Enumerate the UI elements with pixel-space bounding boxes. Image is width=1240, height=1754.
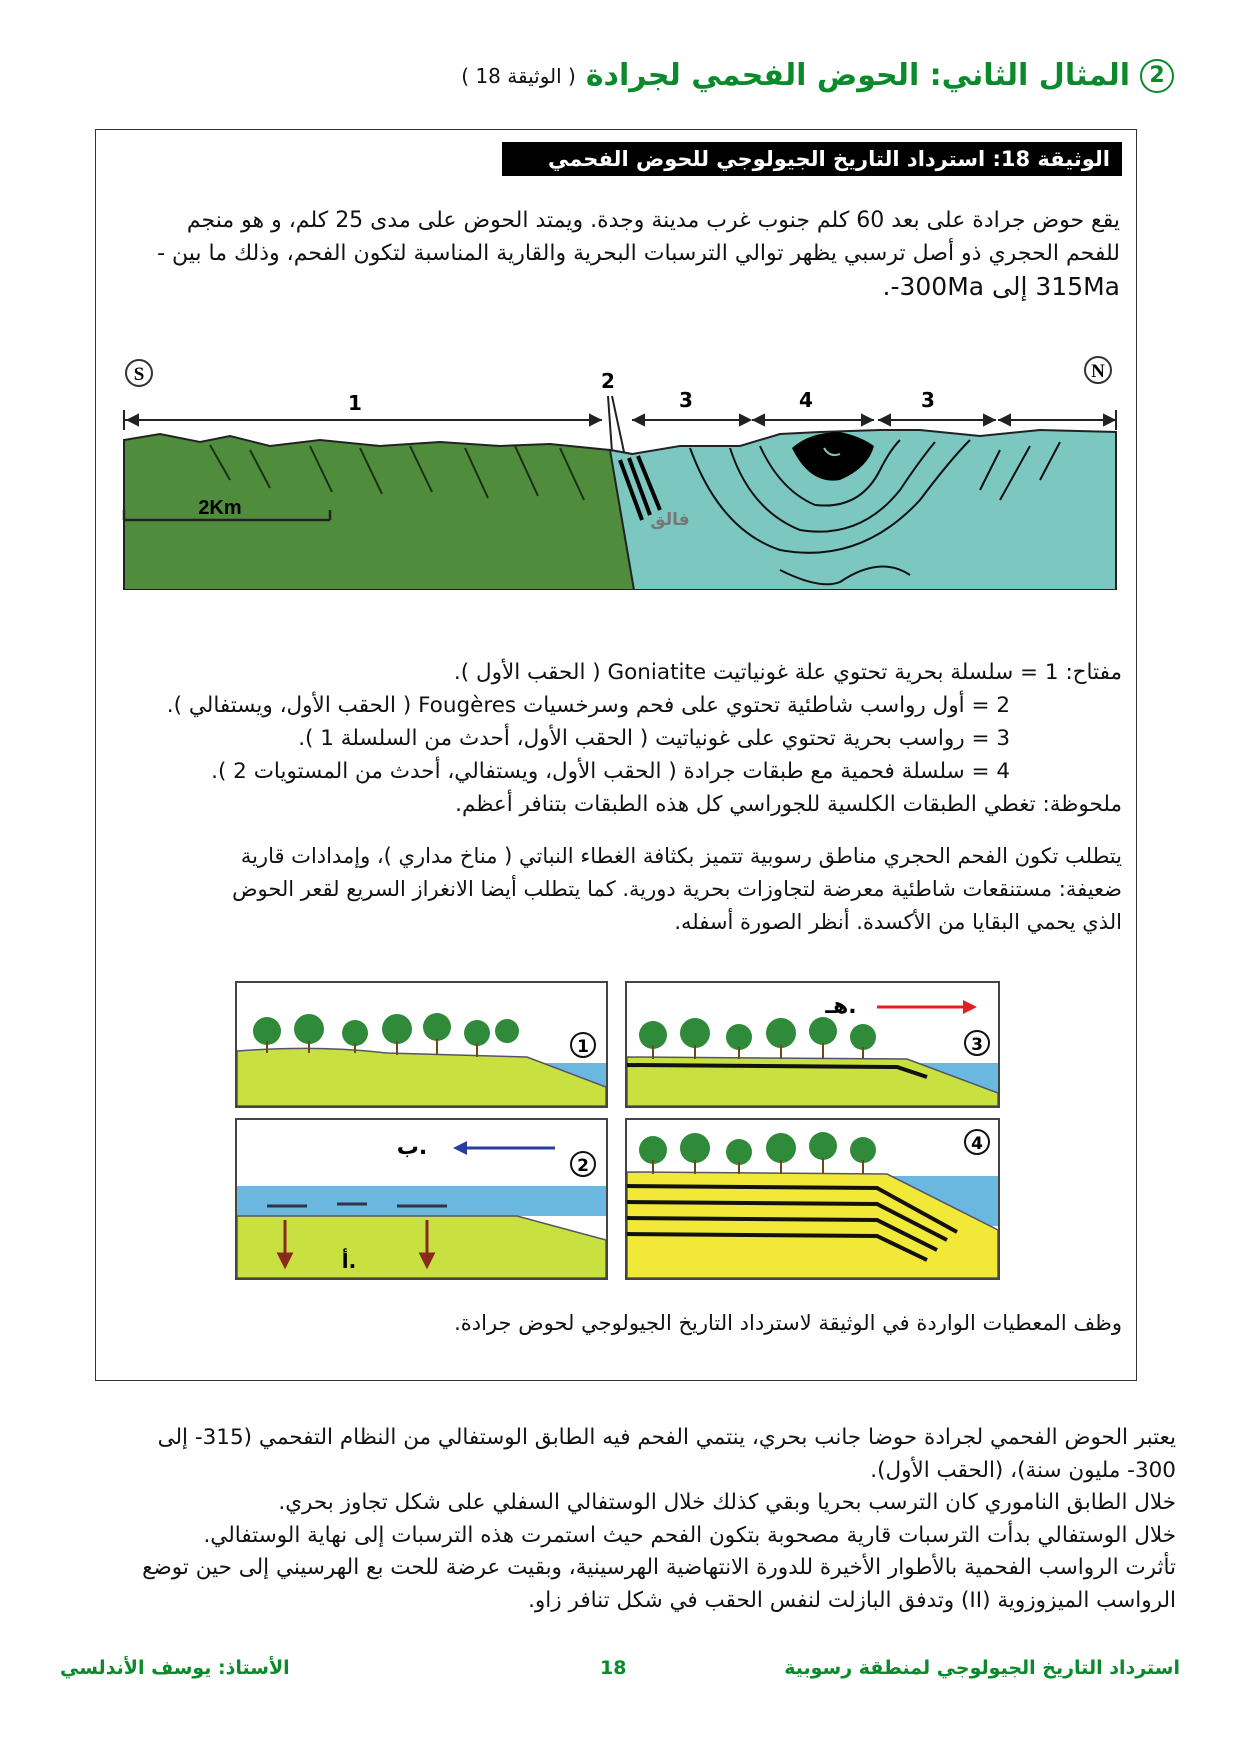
panel-2-number: 2 bbox=[577, 1156, 589, 1176]
answer-line: خلال الوستفالي بدأت الترسبات قارية مصحوبة بتكون الفحم حيث استمرت هذه الترسبات إلى نهاية الوستفالي. bbox=[203, 1522, 1176, 1548]
answer-line: تأثرت الرواسب الفحمية بالأطوار الأخيرة للدورة الانتهاضية الهرسينية، وبقيت عرضة للحت بع الهرسيني إلى حين توضع bbox=[142, 1555, 1176, 1580]
coal-line: ضعيفة: مستنقعات شاطئية معرضة لتجاوزات بحرية دورية. كما يتطلب أيضا الانغراز السريع لقعر الحوض bbox=[232, 877, 1122, 901]
label-a: أ. bbox=[341, 1249, 357, 1273]
legend bbox=[122, 656, 1122, 821]
legend-note: ملحوظة: تغطي الطبقات الكلسية للجوراسي كل هذه الطبقات بتنافر أعظم. bbox=[455, 792, 1122, 817]
fault-label: فالق bbox=[650, 510, 690, 530]
legend-title: مفتاح: bbox=[1065, 660, 1122, 685]
task-instruction: وظف المعطيات الواردة في الوثيقة لاسترداد التاريخ الجيولوجي لحوض جرادة. bbox=[454, 1311, 1122, 1335]
section-title: المثال الثاني: الحوض الفحمي لجرادة bbox=[585, 58, 1130, 93]
intro-line: للفحم الحجري ذو أصل ترسبي يظهر توالي الترسبات البحرية والقارية المناسبة لتكون الفحم، وذلك ما بين - bbox=[157, 241, 1120, 266]
zone-1-label: 1 bbox=[348, 391, 362, 415]
south-label: S bbox=[133, 364, 145, 385]
page-number: 18 bbox=[600, 1657, 627, 1679]
intro-paragraph bbox=[140, 204, 1120, 303]
zone-2-label: 2 bbox=[601, 369, 615, 393]
panel-2 bbox=[235, 1118, 608, 1280]
document-label: الوثيقة 18: استرداد التاريخ الجيولوجي للحوض الفحمي لجرادة . bbox=[502, 142, 1122, 176]
legend-item: 2 = أول رواسب شاطئية تحتوي على فحم وسرخسيات Fougères ( الحقب الأول، ويستفالي ). bbox=[166, 693, 1010, 718]
panel-4-number: 4 bbox=[971, 1134, 983, 1154]
coal-formation-paragraph bbox=[132, 840, 1122, 939]
panel-1-number: 1 bbox=[577, 1037, 589, 1057]
intro-line: يقع حوض جرادة على بعد 60 كلم جنوب غرب مدينة وجدة. ويمتد الحوض على مدى 25 كلم، و هو منجم bbox=[186, 208, 1120, 233]
zone-3b-label: 3 bbox=[921, 388, 935, 412]
label-b: ب. bbox=[396, 1135, 428, 1160]
answer-line: الرواسب الميزوزوية (II) وتدفق البازلت لنفس الحقب في شكل تنافر زاو. bbox=[528, 1587, 1176, 1613]
legend-item: 3 = رواسب بحرية تحتوي على غونياتيت ( الحقب الأول، أحدث من السلسلة 1 ). bbox=[298, 726, 1010, 751]
answer-paragraph bbox=[66, 1422, 1176, 1617]
panel-1 bbox=[235, 981, 608, 1108]
cross-section-svg bbox=[120, 350, 1120, 590]
coal-line: يتطلب تكون الفحم الحجري مناطق رسوبية تتميز بكثافة الغطاء النباتي ( مناخ مداري )، وإمدادات قارية bbox=[240, 844, 1122, 868]
label-h: هـ. bbox=[825, 994, 857, 1019]
footer-title: استرداد التاريخ الجيولوجي لمنطقة رسوبية bbox=[784, 1657, 1180, 1679]
zone-4-label: 4 bbox=[799, 388, 813, 412]
coal-line: الذي يحمي البقايا من الأكسدة. أنظر الصورة أسفله. bbox=[674, 910, 1122, 934]
zone-3a-label: 3 bbox=[679, 388, 693, 412]
answer-line: خلال الطابق الناموري كان الترسب بحريا وبقي كذلك خلال الوستفالي السفلي على شكل تجاوز بحري. bbox=[278, 1490, 1176, 1515]
answer-line: يعتبر الحوض الفحمي لجرادة حوضا جانب بحري، ينتمي الفحم فيه الطابق الوستفالي من النظام التفحمي (315- إلى bbox=[157, 1425, 1176, 1450]
panel-3 bbox=[625, 981, 1000, 1108]
section-heading bbox=[60, 58, 1174, 108]
intro-line: 315Ma إلى 300Ma-. bbox=[882, 272, 1120, 301]
legend-line-1 bbox=[122, 656, 1122, 689]
panel-3-number: 3 bbox=[971, 1035, 983, 1055]
page-footer bbox=[60, 1657, 1180, 1691]
section-number: 2 bbox=[1140, 59, 1174, 93]
legend-item: 4 = سلسلة فحمية مع طبقات جرادة ( الحقب الأول، ويستفالي، أحدث من المستويات 2 ). bbox=[211, 759, 1010, 784]
legend-item: 1 = سلسلة بحرية تحتوي علة غونياتيت Goniatite ( الحقب الأول ). bbox=[453, 660, 1059, 685]
panel-4 bbox=[625, 1118, 1000, 1280]
north-label: N bbox=[1091, 361, 1105, 382]
scale-label: 2Km bbox=[198, 497, 242, 519]
geological-cross-section bbox=[120, 350, 1120, 590]
answer-line: 300- مليون سنة)، (الحقب الأول). bbox=[870, 1457, 1176, 1483]
footer-author: الأستاذ: يوسف الأندلسي bbox=[60, 1657, 290, 1679]
document-reference: ( الوثيقة 18 ) bbox=[461, 63, 576, 88]
